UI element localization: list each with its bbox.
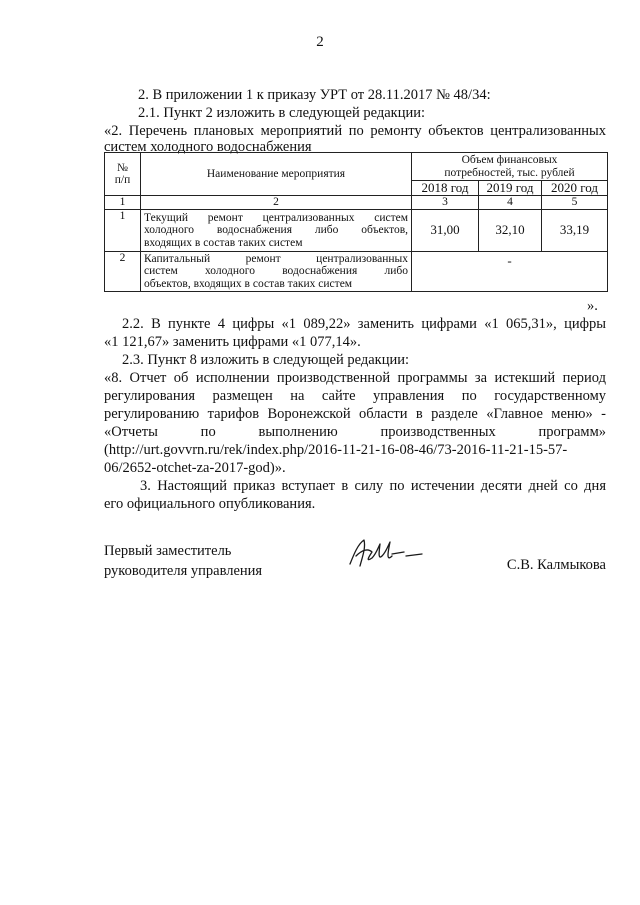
value-2019: 32,10 [479, 210, 542, 252]
column-number: 2 [141, 196, 412, 210]
paragraph-8-line: регулирования размещен на сайте управления по государственному [104, 388, 606, 404]
plan-table [104, 152, 608, 292]
header-number [105, 153, 141, 196]
row-name-line: объектов, входящих в состав таких систем [144, 277, 353, 290]
header-financing-line-1: Объем финансовых [461, 154, 558, 166]
row-name-line: систем холодного водоснабжения либо [144, 265, 408, 278]
signer-position-line-2: руководителя управления [104, 563, 263, 579]
header-financing-line-2: потребностей, тыс. рублей [444, 166, 575, 179]
header-year-2020: 2020 год [542, 181, 608, 196]
row-name-line: Текущий ремонт централизованных систем [144, 211, 408, 224]
row-name [141, 252, 412, 292]
column-number: 5 [542, 196, 608, 210]
paragraph-3-line-1: 3. Настоящий приказ вступает в силу по истечении десяти дней со дня [140, 478, 606, 494]
value-2020: 33,19 [542, 210, 608, 252]
table-row [105, 210, 608, 252]
paragraph-8-url-line: (http://urt.govvrn.ru/rek/index.php/2016-11-21-16-08-46/73-2016-11-21-15-57- [104, 442, 568, 458]
handwritten-signature [346, 534, 432, 574]
header-financing [412, 153, 608, 181]
header-number-line-2: п/п [114, 174, 131, 186]
row-name-line: входящих в состав таких систем [144, 236, 303, 249]
paragraph-3-line-2: его официального опубликования. [104, 496, 316, 512]
row-name [141, 210, 412, 252]
row-name-line: холодного водоснабжения либо объектов, [144, 224, 408, 237]
header-year-2018: 2018 год [412, 181, 479, 196]
value-2018: 31,00 [412, 210, 479, 252]
paragraph-2: 2. В приложении 1 к приказу УРТ от 28.11.2017 № 48/34: [138, 87, 491, 103]
paragraph-8-line: регулированию тарифов Воронежской области в разделе «Главное меню» - [104, 406, 606, 422]
paragraph-2-3: 2.3. Пункт 8 изложить в следующей редакции: [122, 352, 410, 368]
page-number: 2 [316, 34, 324, 50]
column-number: 1 [105, 196, 141, 210]
signer-name: С.В. Калмыкова [506, 557, 606, 573]
paragraph-2-1: 2.1. Пункт 2 изложить в следующей редакции: [138, 105, 426, 121]
header-number-line-1: № [117, 161, 128, 174]
column-number: 3 [412, 196, 479, 210]
signer-position-line-1: Первый заместитель [104, 543, 232, 559]
list-title-line-1: «2. Перечень плановых мероприятий по ремонту объектов централизованных [104, 123, 606, 139]
closing-quote: ». [587, 298, 598, 314]
list-title-line-2: систем холодного водоснабжения [104, 139, 312, 155]
header-year-2019: 2019 год [479, 181, 542, 196]
paragraph-8-line: «8. Отчет об исполнении производственной программы за истекший период [104, 370, 606, 386]
table-column-numbers-row [105, 196, 608, 210]
column-number: 4 [479, 196, 542, 210]
paragraph-8-url-line: 06/2652-otchet-za-2017-god)». [104, 460, 286, 476]
row-number: 1 [105, 210, 141, 252]
header-name: Наименование мероприятия [141, 153, 412, 196]
paragraph-2-2-line-2: «1 121,67» заменить цифрами «1 077,14». [104, 334, 361, 350]
row-number: 2 [105, 252, 141, 292]
table-header-row [105, 153, 608, 181]
paragraph-8-line: «Отчеты по выполнению производственных программ» [104, 424, 606, 440]
row-name-line: Капитальный ремонт централизованных [144, 252, 408, 265]
signer-position [104, 541, 262, 581]
value-merged: - [412, 252, 608, 292]
table-row [105, 252, 608, 292]
paragraph-2-2-line-1: 2.2. В пункте 4 цифры «1 089,22» заменить цифрами «1 065,31», цифры [122, 316, 606, 332]
